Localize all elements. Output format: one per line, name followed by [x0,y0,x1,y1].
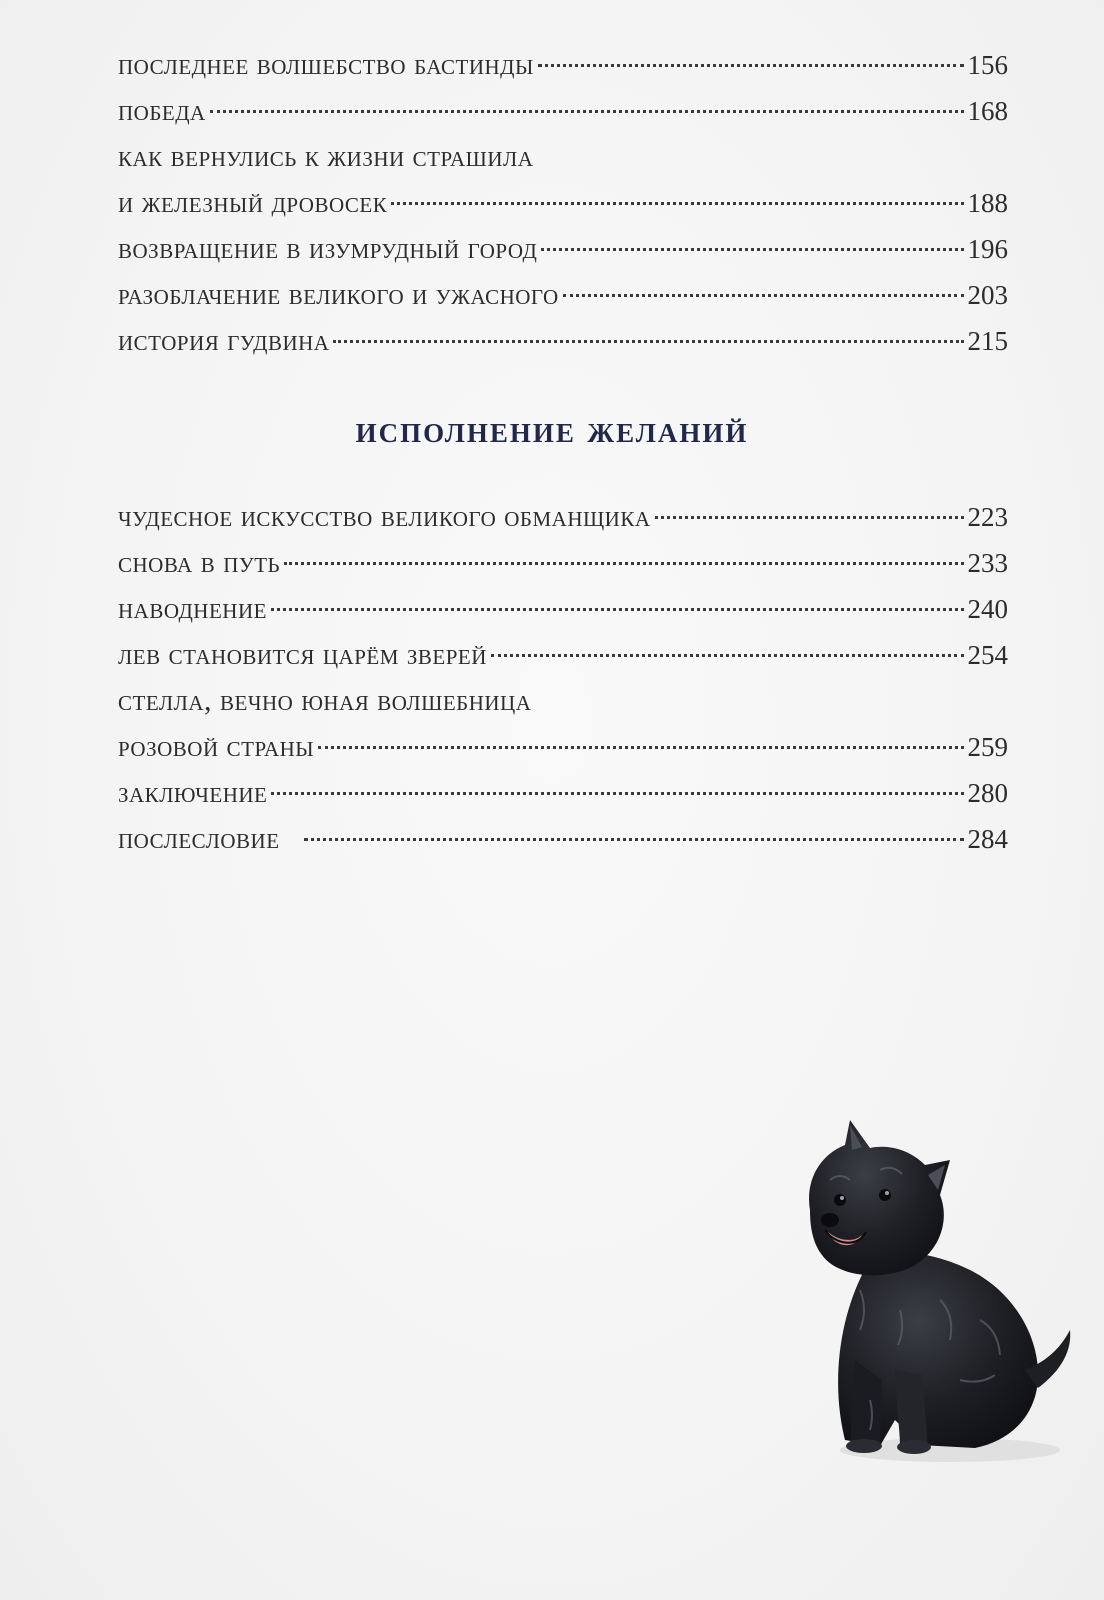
toc-entry-page: 156 [967,50,1008,80]
toc-entry-page: 223 [967,502,1008,532]
toc-entry [118,540,1008,586]
toc-dot-leader [333,340,963,343]
toc-entry-title: чудесное искусство великого обманщика [118,500,651,533]
toc-entry [118,226,1008,272]
toc-entry [118,724,1008,770]
toc-entry [118,88,1008,134]
toc-entry [118,272,1008,318]
toc-entry [118,816,1008,862]
toc-entry-page: 196 [967,234,1008,264]
toc-entry-title: последнее волшебство бастинды [118,48,534,81]
toc-dot-leader [538,64,964,67]
toc-dot-leader [391,202,963,205]
toc-entry-page: 259 [967,732,1008,762]
section-heading: исполнение желаний [355,409,749,451]
toc-entry-title: возвращение в изумрудный город [118,232,538,265]
toc-dot-leader [304,838,964,841]
toc-entry [118,678,1008,724]
toc-entry-title: разоблачение великого и ужасного [118,278,559,311]
toc-entry [118,318,1008,364]
toc-entry-page: 215 [967,326,1008,356]
toc-entry-title: история гудвина [118,324,330,357]
toc-entry-page: 280 [967,778,1008,808]
puppy-illustration-icon [800,1120,1080,1470]
toc-dot-leader [563,294,964,297]
toc-entry-page: 168 [967,96,1008,126]
toc-dot-leader [271,608,964,611]
toc-entry [118,180,1008,226]
toc-entry-page: 233 [967,548,1008,578]
toc-entry-title: заключение [118,776,268,809]
toc-entry-title: послесловие [118,822,280,855]
toc-dot-leader [491,654,964,657]
toc-dot-leader [210,110,964,113]
toc-entry-title: стелла, вечно юная волшебница [118,684,532,717]
toc-entry-title: снова в путь [118,546,281,579]
toc-entry [118,42,1008,88]
toc-entry-title: как вернулись к жизни страшила [118,140,534,173]
toc-entry [118,134,1008,180]
toc-dot-leader [541,248,963,251]
toc-entry-title: и железный дровосек [118,186,388,219]
toc-dot-leader [284,562,963,565]
toc-entry-title: лев становится царём зверей [118,638,487,671]
toc-entry [118,494,1008,540]
toc-entry-page: 203 [967,280,1008,310]
toc-dot-leader [318,746,963,749]
toc-entry-title: победа [118,94,206,127]
toc-entry-page: 188 [967,188,1008,218]
toc-list-part1 [118,42,1008,364]
toc-entry-page: 284 [967,824,1008,854]
toc-dot-leader [271,792,963,795]
toc-entry-title: розовой страны [118,730,315,763]
toc-list-part2 [118,494,1008,862]
toc-entry-page: 240 [967,594,1008,624]
toc-entry-page: 254 [967,640,1008,670]
toc-entry [118,632,1008,678]
toc-entry [118,770,1008,816]
toc-entry-title: наводнение [118,592,267,625]
toc-dot-leader [655,516,964,519]
toc-entry [118,586,1008,632]
